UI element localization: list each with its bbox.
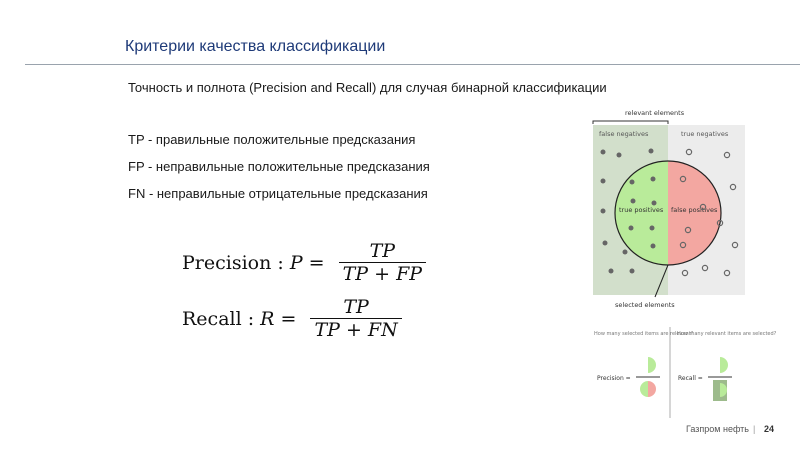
definition-fp: FP - неправильные положительные предсказания	[128, 159, 430, 174]
page-number: 24	[764, 424, 775, 434]
precision-lhs	[182, 252, 331, 274]
definition-tp: TP - правильные положительные предсказания	[128, 132, 416, 147]
recall-var: R	[260, 307, 275, 330]
relevant-elements-label: relevant elements	[625, 109, 685, 117]
recall-denominator: TP + FN	[314, 319, 398, 341]
selected-elements-label: selected elements	[615, 301, 675, 309]
slide-title: Критерии качества классификации	[125, 38, 386, 55]
precision-recall-diagram	[585, 105, 755, 315]
false-positives-label: false positives	[671, 206, 718, 214]
precision-calc-label: Precision =	[597, 375, 631, 382]
title-divider	[25, 64, 800, 65]
precision-question: How many selected items are relevant?	[594, 331, 694, 337]
precision-label: Precision :	[182, 251, 290, 274]
footer-company: Газпром нефть	[686, 424, 749, 434]
recall-fraction	[310, 296, 401, 341]
precision-numerator-shape	[648, 357, 656, 373]
recall-numerator-shape	[720, 357, 728, 373]
precision-denominator-fp	[648, 381, 656, 397]
precision-fraction	[339, 240, 426, 285]
footer-separator: |	[753, 424, 756, 434]
precision-recall-calc	[590, 325, 777, 420]
recall-question: How many relevant items are selected?	[677, 331, 777, 337]
false-negatives-label: false negatives	[599, 130, 649, 138]
true-positives-label: true positives	[619, 206, 664, 214]
recall-calc-label: Recall =	[678, 375, 703, 382]
true-negatives-label: true negatives	[681, 130, 729, 138]
recall-lhs	[182, 308, 302, 330]
precision-denominator-tp	[640, 381, 648, 397]
relevant-bracket	[593, 121, 668, 124]
precision-var: P	[289, 251, 303, 274]
precision-numerator: TP	[369, 240, 396, 262]
definition-fn: FN - неправильные отрицательные предсказания	[128, 186, 428, 201]
precision-eq: =	[302, 251, 331, 274]
slide-subtitle: Точность и полнота (Precision and Recall) для случая бинарной классификации	[128, 80, 607, 95]
precision-denominator: TP + FP	[342, 263, 423, 285]
recall-label: Recall :	[182, 307, 261, 330]
precision-formula	[182, 240, 426, 285]
recall-numerator: TP	[343, 296, 369, 318]
recall-formula	[182, 296, 402, 341]
recall-eq: =	[274, 307, 303, 330]
